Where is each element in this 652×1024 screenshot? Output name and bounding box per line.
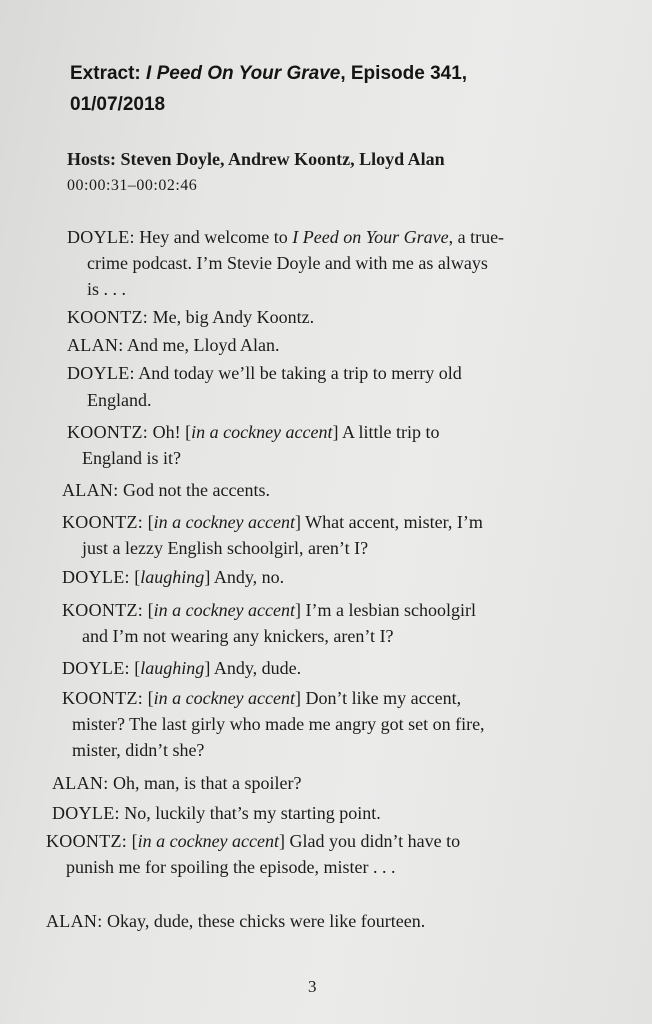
dialogue-line xyxy=(67,360,462,386)
dialogue-text: and I’m not wearing any knickers, aren’t I? xyxy=(82,626,394,646)
dialogue-continuation xyxy=(87,250,488,276)
stage-direction: in a cockney accent xyxy=(153,512,296,532)
dialogue-continuation xyxy=(82,535,368,561)
speaker-name: KOONTZ: xyxy=(67,307,149,327)
dialogue-text: Hey and welcome to xyxy=(134,227,293,247)
stage-direction: laughing xyxy=(140,658,205,678)
speaker-name: ALAN: xyxy=(67,335,124,355)
speaker-name: KOONTZ: xyxy=(62,688,144,708)
title-date: 01/07/2018 xyxy=(70,94,166,115)
dialogue-text: Me, big Andy Koontz. xyxy=(148,307,315,327)
dialogue-text: Oh! [ xyxy=(148,422,192,442)
dialogue-line xyxy=(67,224,504,250)
speaker-name: DOYLE: xyxy=(67,363,135,383)
dialogue-line xyxy=(52,770,301,796)
dialogue-text: ] Andy, no. xyxy=(204,567,285,587)
dialogue-continuation xyxy=(87,276,126,302)
dialogue-text: ] What accent, mister, I’m xyxy=(295,512,483,532)
dialogue-text: ] I’m a lesbian schoolgirl xyxy=(295,600,476,620)
stage-direction: in a cockney accent xyxy=(137,831,280,851)
speaker-name: ALAN: xyxy=(46,911,103,931)
title-prefix: Extract: xyxy=(70,63,147,84)
speaker-name: DOYLE: xyxy=(62,658,130,678)
dialogue-text: is . . . xyxy=(87,279,127,299)
dialogue-continuation xyxy=(82,445,181,471)
stage-direction: in a cockney accent xyxy=(153,688,296,708)
timecode: 00:00:31–00:02:46 xyxy=(67,177,198,194)
dialogue-text: ] Glad you didn’t have to xyxy=(279,831,461,851)
dialogue-continuation xyxy=(72,737,204,763)
page-number: 3 xyxy=(308,977,317,996)
dialogue-text: crime podcast. I’m Stevie Doyle and with me as always xyxy=(87,253,488,273)
dialogue-line xyxy=(46,828,460,854)
dialogue-line xyxy=(62,564,284,590)
speaker-name: KOONTZ: xyxy=(46,831,128,851)
dialogue-text: And me, Lloyd Alan. xyxy=(123,335,280,355)
dialogue-text: [ xyxy=(143,512,154,532)
dialogue-text: And today we’ll be taking a trip to merry old xyxy=(134,363,462,383)
speaker-name: DOYLE: xyxy=(52,803,120,823)
dialogue-text: ] Andy, dude. xyxy=(204,658,302,678)
extract-title xyxy=(70,58,590,120)
dialogue-text: God not the accents. xyxy=(118,480,270,500)
dialogue-text: [ xyxy=(129,567,141,587)
stage-direction: in a cockney accent xyxy=(191,422,333,442)
speaker-name: KOONTZ: xyxy=(62,600,144,620)
dialogue-continuation xyxy=(82,623,394,649)
stage-direction: I Peed on Your Grave xyxy=(292,227,449,247)
dialogue-text: Okay, dude, these chicks were like fourteen. xyxy=(102,911,426,931)
dialogue-text: mister, didn’t she? xyxy=(72,740,205,760)
dialogue-line xyxy=(62,655,301,681)
dialogue-line xyxy=(46,908,425,934)
dialogue-line xyxy=(67,419,440,445)
speaker-name: KOONTZ: xyxy=(67,422,149,442)
dialogue-text: England is it? xyxy=(82,448,181,468)
dialogue-text: England. xyxy=(87,390,152,410)
dialogue-text: [ xyxy=(129,658,141,678)
dialogue-line xyxy=(62,597,476,623)
dialogue-line xyxy=(67,304,314,330)
speaker-name: ALAN: xyxy=(52,773,109,793)
dialogue-text: Oh, man, is that a spoiler? xyxy=(108,773,302,793)
speaker-name: DOYLE: xyxy=(67,227,135,247)
dialogue-line xyxy=(62,509,483,535)
dialogue-text: , a true- xyxy=(448,227,505,247)
dialogue-text: ] A little trip to xyxy=(332,422,440,442)
speaker-name: DOYLE: xyxy=(62,567,130,587)
dialogue-text: ] Don’t like my accent, xyxy=(295,688,462,708)
dialogue-text: [ xyxy=(143,688,154,708)
stage-direction: laughing xyxy=(140,567,205,587)
dialogue-text: No, luckily that’s my starting point. xyxy=(119,803,381,823)
dialogue-line xyxy=(67,332,280,358)
speaker-name: ALAN: xyxy=(62,480,119,500)
dialogue-text: [ xyxy=(143,600,154,620)
title-podcast-name: I Peed On Your Grave xyxy=(146,63,341,84)
dialogue-continuation xyxy=(72,711,485,737)
dialogue-line xyxy=(62,685,461,711)
title-episode: , Episode 341, xyxy=(340,63,468,84)
dialogue-text: just a lezzy English schoolgirl, aren’t I? xyxy=(82,538,369,558)
dialogue-line xyxy=(62,477,270,503)
dialogue-text: mister? The last girly who made me angry got set on fire, xyxy=(72,714,485,734)
dialogue-text: [ xyxy=(127,831,138,851)
stage-direction: in a cockney accent xyxy=(153,600,296,620)
dialogue-line xyxy=(52,800,381,826)
hosts-line: Hosts: Steven Doyle, Andrew Koontz, Lloyd Alan xyxy=(67,149,445,169)
dialogue-continuation xyxy=(87,387,152,413)
speaker-name: KOONTZ: xyxy=(62,512,144,532)
dialogue-continuation xyxy=(66,854,395,880)
dialogue-text: punish me for spoiling the episode, mister . . . xyxy=(66,857,396,877)
